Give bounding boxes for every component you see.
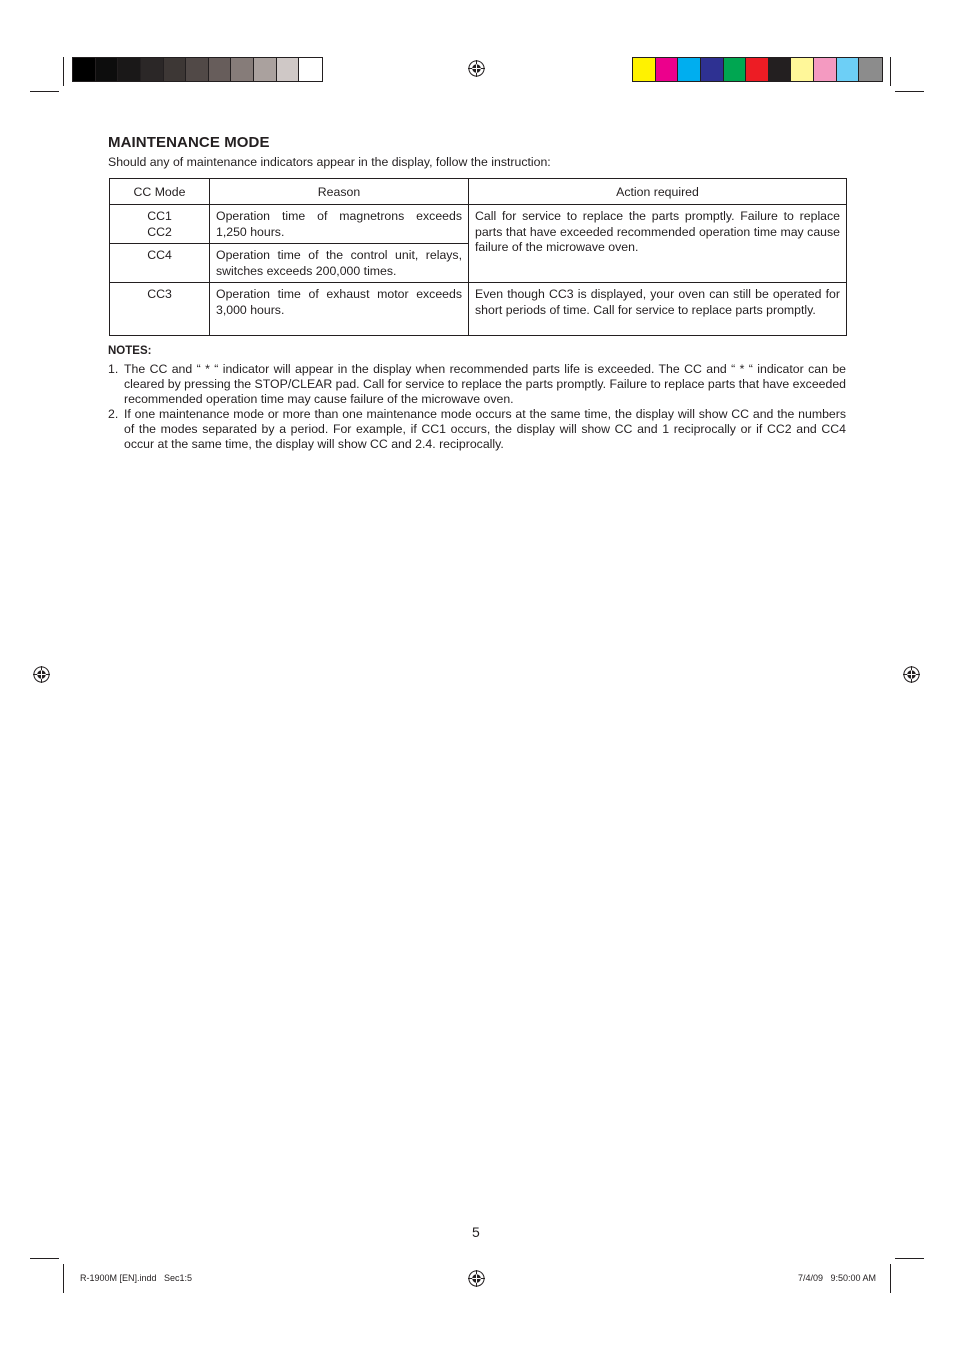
color-swatch — [186, 58, 209, 81]
crop-mark-tr-v — [890, 57, 891, 86]
reason-cell: Operation time of exhaust motor exceeds 3,000 hours. — [210, 283, 469, 336]
color-swatch — [73, 58, 96, 81]
crop-mark-br-h — [895, 1258, 924, 1259]
color-swatch — [209, 58, 232, 81]
registration-mark-icon — [468, 1270, 485, 1287]
header-action-required: Action required — [469, 179, 847, 205]
notes-title: NOTES: — [108, 345, 152, 357]
reason-cell: Operation time of the control unit, relays, switches exceeds 200,000 times. — [210, 244, 469, 283]
color-swatch — [118, 58, 141, 81]
color-swatch — [656, 58, 679, 81]
crop-mark-br-v — [890, 1264, 891, 1293]
color-swatch — [164, 58, 187, 81]
header-reason: Reason — [210, 179, 469, 205]
crop-mark-tl-h — [30, 91, 59, 92]
grayscale-color-bar — [72, 57, 323, 82]
table-row — [110, 205, 847, 244]
header-cc-mode: CC Mode — [110, 179, 210, 205]
cc-mode-cell: CC3 — [110, 283, 210, 336]
color-swatch — [231, 58, 254, 81]
registration-mark-icon — [903, 666, 920, 683]
process-color-bar — [632, 57, 883, 82]
note-item — [108, 407, 846, 453]
color-swatch — [746, 58, 769, 81]
color-swatch — [701, 58, 724, 81]
table-row — [110, 283, 847, 336]
footer-file-info: R-1900M [EN].indd Sec1:5 — [80, 1273, 193, 1283]
color-swatch — [299, 58, 322, 81]
registration-mark-icon — [33, 666, 50, 683]
color-swatch — [791, 58, 814, 81]
reason-cell: Operation time of magnetrons exceeds 1,250 hours. — [210, 205, 469, 244]
crop-mark-bl-v — [63, 1264, 64, 1293]
crop-mark-tl-v — [63, 57, 64, 86]
action-cell: Call for service to replace the parts promptly. Failure to replace parts that have exceeded recommended operation time may cause failure of the microwave oven. — [469, 205, 847, 283]
cc-mode-cell — [110, 205, 210, 244]
action-cell: Even though CC3 is displayed, your oven can still be operated for short periods of time. Call for service to replace parts promptly. — [469, 283, 847, 336]
color-swatch — [724, 58, 747, 81]
page-number: 5 — [472, 1224, 480, 1240]
maintenance-mode-table — [109, 178, 847, 336]
note-text: If one maintenance mode or more than one maintenance mode occurs at the same time, the display will show CC and the numbers of the modes separated by a period. For example, if CC1 occurs, the display will show CC and 1 reciprocally or if CC2 and CC4 occur at the same time, the display will show CC and 2.4. reciprocally. — [124, 407, 846, 452]
cc-mode-cell: CC4 — [110, 244, 210, 283]
color-swatch — [769, 58, 792, 81]
crop-mark-bl-h — [30, 1258, 59, 1259]
note-number: 1. — [108, 362, 119, 376]
color-swatch — [277, 58, 300, 81]
section-intro: Should any of maintenance indicators appear in the display, follow the instruction: — [108, 155, 551, 169]
color-swatch — [633, 58, 656, 81]
color-swatch — [678, 58, 701, 81]
table-header-row — [110, 179, 847, 205]
crop-mark-tr-h — [895, 91, 924, 92]
color-swatch — [859, 58, 882, 81]
color-swatch — [141, 58, 164, 81]
color-swatch — [814, 58, 837, 81]
note-text: The CC and “ * “ indicator will appear in the display when recommended parts life is exceeded. The CC and “ * “ indicator can be cleared by pressing the STOP/CLEAR pad. Call for service to replace the parts promptly. Failure to replace parts that have exceeded recommended operation time may cause failure of the microwave oven. — [124, 362, 847, 407]
registration-mark-icon — [468, 60, 485, 77]
color-swatch — [837, 58, 860, 81]
section-title: MAINTENANCE MODE — [108, 134, 270, 151]
note-item — [108, 362, 846, 408]
cc-mode-code: CC2 — [147, 224, 172, 239]
note-number: 2. — [108, 407, 119, 421]
color-swatch — [254, 58, 277, 81]
color-swatch — [96, 58, 119, 81]
cc-mode-code: CC1 — [147, 209, 172, 223]
footer-timestamp: 7/4/09 9:50:00 AM — [798, 1273, 877, 1283]
